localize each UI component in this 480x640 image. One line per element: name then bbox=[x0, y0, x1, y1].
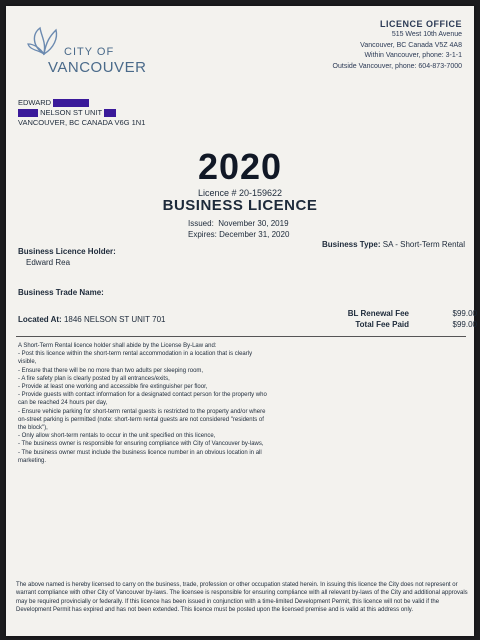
location bbox=[18, 315, 165, 324]
office-address-line: 515 West 10th Avenue bbox=[391, 31, 462, 38]
licence-year: 2020 bbox=[197, 146, 283, 187]
licence-conditions bbox=[18, 342, 268, 465]
mailing-address bbox=[18, 98, 145, 128]
holder-label: Business Licence Holder: bbox=[18, 247, 116, 256]
expires-label: Expires: bbox=[188, 230, 217, 239]
fee-amount: $99.00 bbox=[452, 309, 477, 318]
office-city-line: Vancouver, BC Canada V5Z 4A8 bbox=[360, 41, 462, 49]
trade-name-label: Business Trade Name: bbox=[18, 288, 104, 297]
condition-line: - Post this licence within the short-term rental accommodation in a location that is clearly visible, bbox=[18, 351, 253, 366]
address-street: NELSON ST UNIT bbox=[40, 108, 102, 117]
fee-label: BL Renewal Fee bbox=[347, 309, 409, 318]
condition-line: - Only allow short-term rentals to occur in the unit specified on this licence, bbox=[18, 433, 216, 440]
legal-footer: The above named is hereby licensed to carry on the business, trade, profession or other occupation stated herein. In issuing this licence the City does not represent or warrant compliance with other City of Vancouver by-laws. The licensee is responsible for ensuring compliance with all relevant by-laws of the City and additional approvals may be required provincially or federally. If this licence has been issued in conjunction with a time-limited Development Permit, this licence will not be valid if the Development Permit has expired and has not been extended. This licence must be posted upon the licensed premise and is valid at this address only. bbox=[16, 582, 468, 614]
fee-row bbox=[324, 319, 477, 330]
business-type-label: Business Type: bbox=[322, 240, 381, 249]
fee-table bbox=[324, 308, 477, 330]
licence-holder bbox=[18, 246, 116, 268]
redaction-bar bbox=[53, 99, 89, 107]
condition-line: - Ensure vehicle parking for short-term rental guests is restricted to the property and/or where on-street parking is permitted (note: short-term rental guests are not considered "residents of the block"), bbox=[18, 408, 266, 432]
issued-date: November 30, 2019 bbox=[218, 219, 289, 228]
expires-date: December 31, 2020 bbox=[219, 230, 290, 239]
issued-label: Issued: bbox=[188, 219, 214, 228]
located-value: 1846 NELSON ST UNIT 701 bbox=[63, 315, 166, 324]
condition-line: - The business owner is responsible for ensuring compliance with City of Vancouver by-laws, bbox=[18, 441, 264, 448]
licence-number: Licence # 20-159622 bbox=[197, 188, 283, 198]
logo-vancouver: VANCOUVER bbox=[48, 59, 147, 76]
fee-label: Total Fee Paid bbox=[355, 320, 409, 329]
business-type bbox=[322, 240, 465, 249]
leaf-icon bbox=[26, 24, 62, 60]
condition-line: - Provide at least one working and accessible fire extinguisher per floor, bbox=[18, 384, 208, 391]
office-phone-outside: Outside Vancouver, phone: 604-873-7000 bbox=[332, 62, 462, 70]
address-city: VANCOUVER, BC CANADA V6G 1N1 bbox=[18, 118, 146, 127]
condition-line: A Short-Term Rental licence holder shall abide by the License By-Law and: bbox=[18, 343, 217, 349]
divider bbox=[16, 336, 466, 337]
city-of-vancouver-logo bbox=[26, 24, 156, 74]
located-label: Located At: bbox=[18, 315, 62, 324]
condition-line: - Provide guests with contact information for a designated contact person for the property who can be reached 24 hours per day, bbox=[18, 392, 267, 407]
condition-line: - A fire safety plan is clearly posted by all entrances/exits, bbox=[18, 375, 170, 382]
office-title: LICENCE OFFICE bbox=[379, 19, 462, 29]
logo-city-of: CITY OF bbox=[64, 46, 115, 58]
fee-row bbox=[324, 308, 477, 319]
redaction-bar bbox=[104, 109, 116, 117]
address-name: EDWARD bbox=[18, 98, 52, 107]
document-heading: BUSINESS LICENCE bbox=[162, 197, 318, 214]
licence-office-block bbox=[333, 18, 462, 72]
fee-amount: $99.00 bbox=[452, 320, 477, 329]
condition-line: - The business owner must include the business licence number in an obvious location in all marketing. bbox=[18, 449, 262, 464]
holder-name: Edward Rea bbox=[26, 258, 71, 267]
condition-line: - Ensure that there will be no more than two adults per sleeping room, bbox=[18, 367, 204, 374]
business-type-value: SA - Short-Term Rental bbox=[382, 240, 466, 249]
office-phone-local: Within Vancouver, phone: 3-1-1 bbox=[364, 52, 462, 59]
licence-dates bbox=[188, 218, 289, 240]
licence-document bbox=[6, 6, 477, 636]
redaction-bar bbox=[18, 109, 38, 117]
